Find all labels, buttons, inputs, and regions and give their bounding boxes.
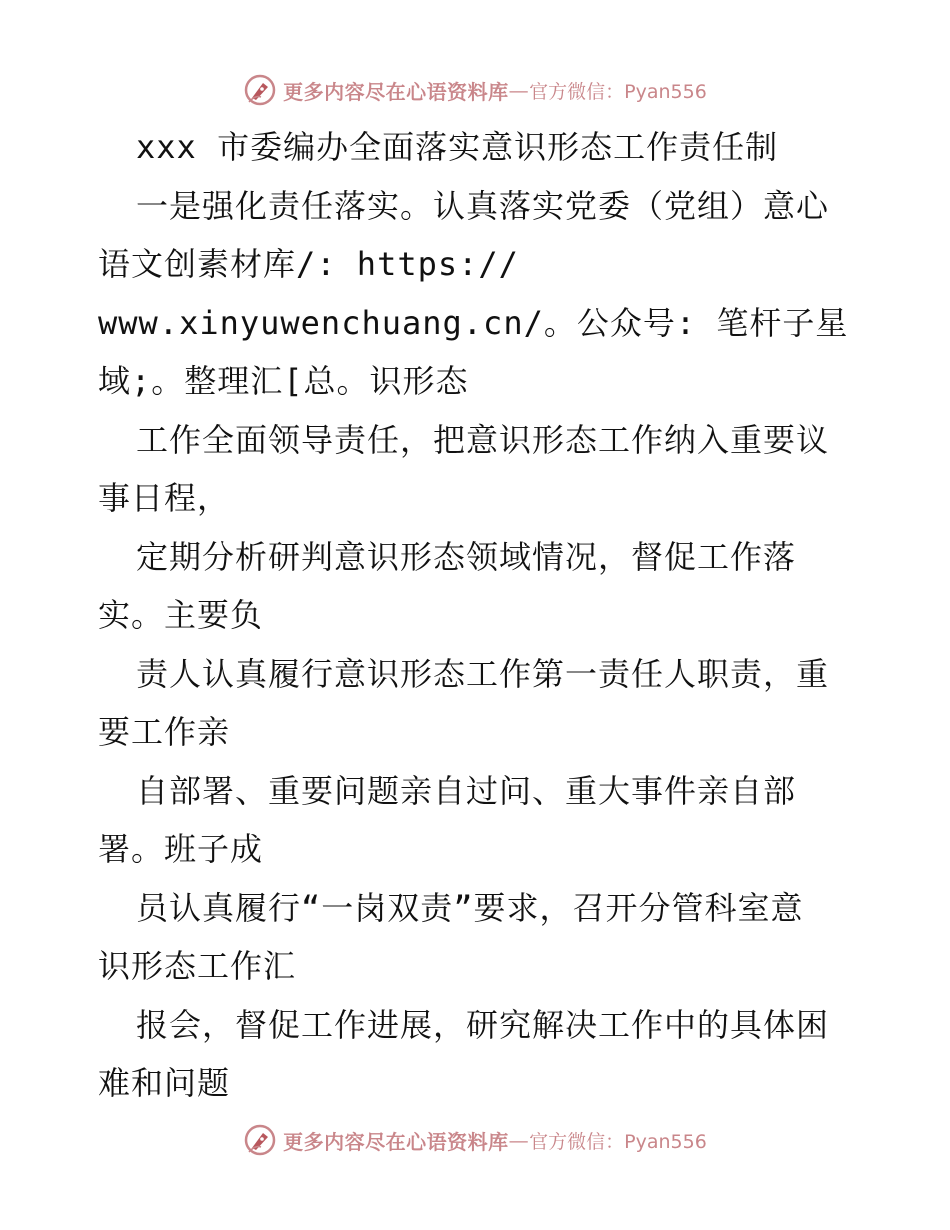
banner-title: 更多内容尽在心语资料库 — [283, 1129, 509, 1154]
text-line: 自部署、重要问题亲自过问、重大事件亲自部 — [136, 771, 797, 810]
banner-separator: — — [508, 1128, 530, 1152]
text-line: 识形态工作汇 — [98, 947, 297, 985]
banner-title: 更多内容尽在心语资料库 — [283, 79, 509, 104]
text-line: 事日程， — [98, 479, 231, 517]
banner-contact: 官方微信：Pyan556 — [529, 80, 707, 103]
text-line: 要工作亲 — [98, 713, 231, 751]
text-line: 员认真履行“一岗双责”要求，召开分管科室意 — [136, 888, 804, 927]
text-line: 域;。整理汇[总。识形态 — [98, 362, 469, 400]
text-line: 工作全面领导责任，把意识形态工作纳入重要议 — [136, 420, 830, 459]
text-line: 报会，督促工作进展，研究解决工作中的具体困 — [136, 1005, 830, 1044]
text-line: 语文创素材库/: https:// — [98, 245, 519, 283]
text-line: 难和问题 — [98, 1064, 231, 1102]
text-line: 定期分析研判意识形态领域情况，督促工作落 — [136, 537, 797, 576]
text-line: 责人认真履行意识形态工作第一责任人职责，重 — [136, 654, 830, 693]
footer-banner — [0, 1120, 950, 1160]
text-line: 署。班子成 — [98, 830, 264, 868]
header-banner — [0, 70, 950, 110]
text-line: xxx 市委编办全面落实意识形态工作责任制 — [136, 128, 779, 166]
text-line: www.xinyuwenchuang.cn/。公众号: 笔杆子星 — [98, 303, 849, 342]
pen-nib-circle-icon — [243, 73, 277, 107]
text-line: 实。主要负 — [98, 596, 264, 634]
document-body — [98, 118, 868, 1113]
banner-contact: 官方微信：Pyan556 — [529, 1130, 707, 1153]
text-line: 一是强化责任落实。认真落实党委（党组）意心 — [136, 186, 830, 225]
banner-separator: — — [508, 78, 530, 102]
pen-nib-circle-icon — [243, 1123, 277, 1157]
